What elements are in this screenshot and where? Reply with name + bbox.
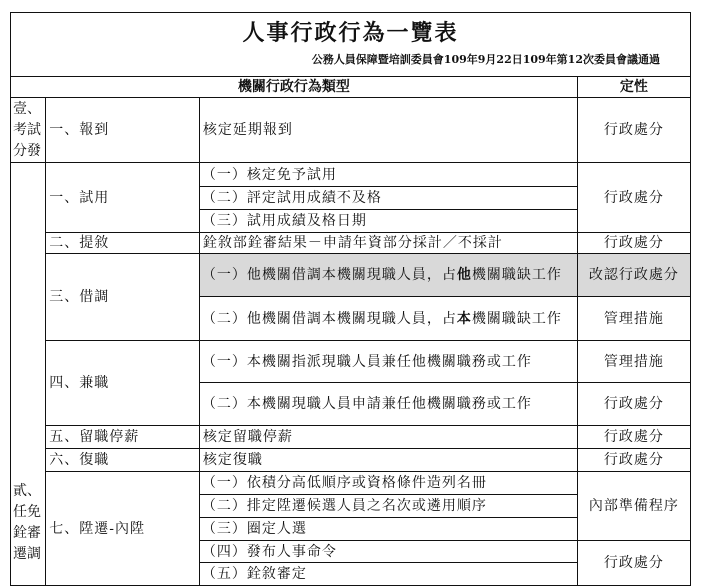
category-grade: 二、提敘 xyxy=(46,233,200,254)
title-cell xyxy=(11,13,691,77)
personnel-action-table xyxy=(10,12,691,586)
nature-internal-promotion-2: 行政處分 xyxy=(577,541,690,586)
item-internal-promotion-1: （一）依積分高低順序或資格條件造列名冊 xyxy=(199,472,577,495)
category-leave: 五、留職停薪 xyxy=(46,426,200,449)
item-text: （一）他機關借調本機關現職人員，占 xyxy=(201,267,457,283)
nature-probation: 行政處分 xyxy=(577,163,690,233)
item-internal-promotion-5: （五）銓敘審定 xyxy=(199,563,577,586)
category-report: 一、報到 xyxy=(46,98,200,163)
nature-secondment-2: 管理措施 xyxy=(577,297,690,341)
item-text: 機關職缺工作 xyxy=(471,310,562,327)
item-leave: 核定留職停薪 xyxy=(199,426,577,449)
item-probation-1: （一）核定免予試用 xyxy=(199,163,577,187)
item-secondment-2 xyxy=(199,297,577,341)
item-concurrent-1: （一）本機關指派現職人員兼任他機關職務或工作 xyxy=(199,341,577,383)
item-internal-promotion-4: （四）發布人事命令 xyxy=(199,541,577,563)
item-text: （二）他機關借調本機關現職人員，占 xyxy=(201,310,457,327)
item-internal-promotion-3: （三）圈定人選 xyxy=(199,518,577,541)
category-internal-promotion: 七、陞遷-內陞 xyxy=(46,472,200,586)
item-grade: 銓敘部銓審結果－申請年資部分採計／不採計 xyxy=(199,233,577,254)
item-concurrent-2: （二）本機關現職人員申請兼任他機關職務或工作 xyxy=(199,383,577,426)
header-type: 機關行政行為類型 xyxy=(11,77,578,98)
item-probation-3: （三）試用成績及格日期 xyxy=(199,210,577,233)
subtitle: 公務人員保障暨培訓委員會109年9月22日109年第12次委員會議通過 xyxy=(311,53,660,66)
item-report: 核定延期報到 xyxy=(199,98,577,163)
page-title: 人事行政行為一覽表 xyxy=(242,20,459,46)
nature-reinstate: 行政處分 xyxy=(577,449,690,472)
item-internal-promotion-2: （二）排定陞遷候選人員之名次或遴用順序 xyxy=(199,495,577,518)
nature-internal-promotion-1: 內部準備程序 xyxy=(577,472,690,541)
nature-secondment-1: 改認行政處分 xyxy=(577,254,690,297)
group-exam: 壹、考試分發 xyxy=(11,98,46,163)
group-appointment: 貳、任免銓審遷調 xyxy=(11,163,46,586)
category-probation: 一、試用 xyxy=(46,163,200,233)
category-reinstate: 六、復職 xyxy=(46,449,200,472)
nature-concurrent-2: 行政處分 xyxy=(577,383,690,426)
nature-report: 行政處分 xyxy=(577,98,690,163)
item-emphasis: 本 xyxy=(456,310,472,327)
item-emphasis: 他 xyxy=(456,267,472,283)
nature-grade: 行政處分 xyxy=(577,233,690,254)
item-probation-2: （二）評定試用成績不及格 xyxy=(199,187,577,210)
item-secondment-1 xyxy=(199,254,577,297)
item-reinstate: 核定復職 xyxy=(199,449,577,472)
nature-leave: 行政處分 xyxy=(577,426,690,449)
category-secondment: 三、借調 xyxy=(46,254,200,341)
item-text: 機關職缺工作 xyxy=(471,267,562,283)
category-concurrent: 四、兼職 xyxy=(46,341,200,426)
header-nature: 定性 xyxy=(577,77,690,98)
nature-concurrent-1: 管理措施 xyxy=(577,341,690,383)
